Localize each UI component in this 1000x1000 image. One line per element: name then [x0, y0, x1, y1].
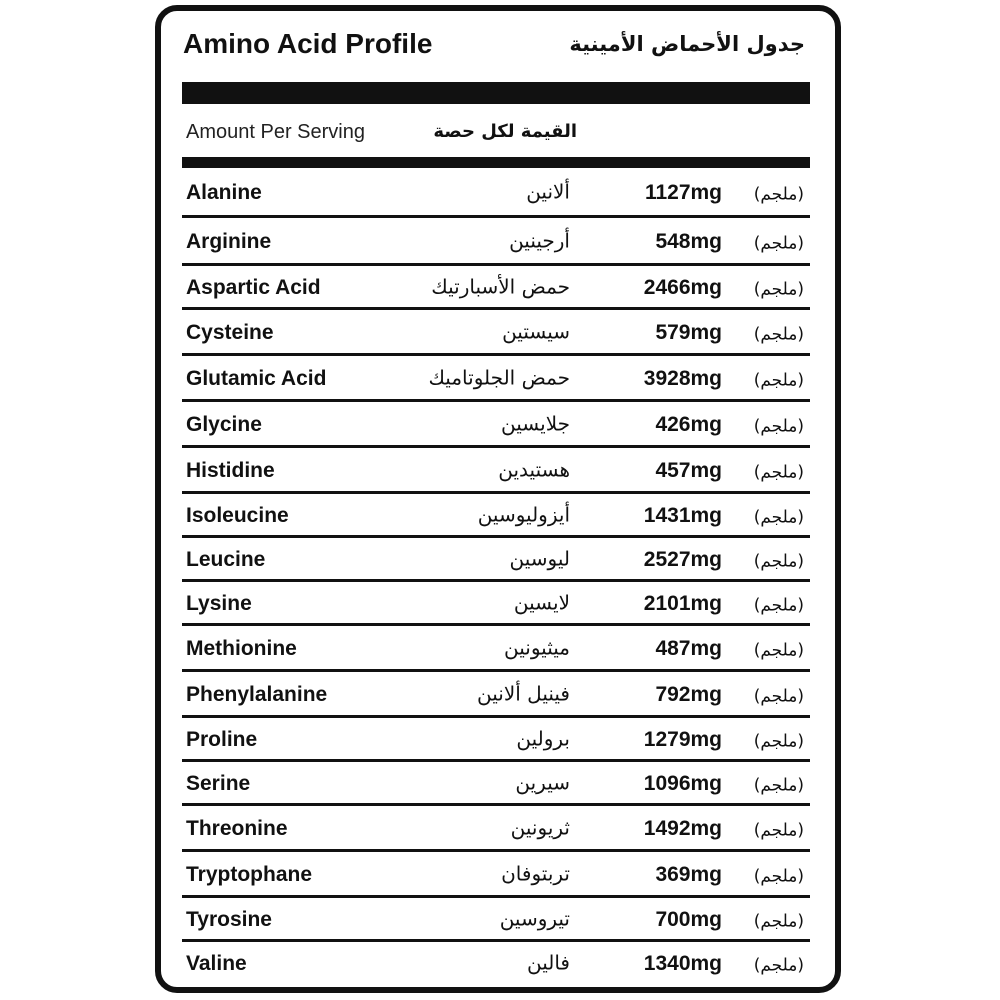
- amino-acid-amount: 579mg: [655, 321, 722, 344]
- unit-label-arabic: (ملجم): [753, 507, 804, 528]
- amino-acid-name-english: Tyrosine: [186, 908, 272, 931]
- unit-label-arabic: (ملجم): [753, 462, 804, 483]
- unit-label-arabic: (ملجم): [753, 184, 804, 205]
- amino-acid-amount: 426mg: [655, 413, 722, 436]
- unit-label-arabic: (ملجم): [753, 955, 804, 976]
- amino-acid-name-english: Leucine: [186, 548, 266, 571]
- amino-acid-name-english: Cysteine: [186, 321, 274, 344]
- amino-acid-name-arabic: تيروسين: [499, 906, 570, 931]
- amino-acid-name-english: Alanine: [186, 181, 262, 204]
- unit-label-arabic: (ملجم): [753, 911, 804, 932]
- amino-acid-name-arabic: أرجينين: [509, 228, 570, 253]
- amino-acid-amount: 2101mg: [643, 592, 722, 615]
- unit-label-arabic: (ملجم): [753, 775, 804, 796]
- title-english: Amino Acid Profile: [183, 28, 433, 59]
- amino-acid-name-english: Isoleucine: [186, 504, 289, 527]
- amino-acid-name-arabic: ميثيونين: [504, 635, 570, 660]
- amino-acid-name-english: Lysine: [186, 592, 252, 615]
- title-arabic: جدول الأحماض الأمينية: [569, 32, 805, 56]
- unit-label-arabic: (ملجم): [753, 233, 804, 254]
- table-row: [182, 898, 810, 942]
- amino-acid-amount: 3928mg: [643, 367, 722, 390]
- table-row: [182, 718, 810, 762]
- amino-acid-name-english: Serine: [186, 772, 251, 795]
- amino-acid-table: [182, 168, 810, 986]
- unit-label-arabic: (ملجم): [753, 324, 804, 345]
- amino-acid-name-arabic: جلايسين: [501, 411, 570, 436]
- amino-acid-amount: 1279mg: [643, 728, 722, 751]
- unit-label-arabic: (ملجم): [753, 866, 804, 887]
- amino-acid-name-arabic: حمض الأسبارتيك: [431, 274, 570, 299]
- table-row: [182, 852, 810, 898]
- table-row: [182, 762, 810, 806]
- unit-label-arabic: (ملجم): [753, 820, 804, 841]
- amino-acid-amount: 487mg: [655, 637, 722, 660]
- amino-acid-name-arabic: سيستين: [502, 319, 570, 344]
- amino-acid-amount: 1096mg: [643, 772, 722, 795]
- table-row: [182, 672, 810, 718]
- table-row: [182, 448, 810, 494]
- amino-acid-name-english: Arginine: [186, 230, 272, 253]
- amino-acid-name-arabic: ثريونين: [510, 815, 570, 840]
- table-row: [182, 356, 810, 402]
- amino-acid-name-arabic: فينيل ألانين: [477, 681, 570, 706]
- amino-acid-name-arabic: برولين: [516, 726, 570, 751]
- amino-acid-amount: 1492mg: [643, 817, 722, 840]
- amino-acid-name-arabic: لايسين: [513, 590, 570, 615]
- unit-label-arabic: (ملجم): [753, 279, 804, 300]
- amino-acid-name-arabic: ألانين: [526, 179, 570, 204]
- amino-acid-name-arabic: حمض الجلوتاميك: [428, 365, 570, 390]
- amount-per-serving-arabic: القيمة لكل حصة: [433, 121, 577, 142]
- table-row: [182, 310, 810, 356]
- header-divider-medium: [182, 157, 810, 168]
- unit-label-arabic: (ملجم): [753, 640, 804, 661]
- table-row: [182, 494, 810, 538]
- amino-acid-name-arabic: ليوسين: [509, 546, 570, 571]
- table-row: [182, 626, 810, 672]
- table-row: [182, 168, 810, 218]
- table-row: [182, 806, 810, 852]
- amino-acid-name-arabic: هستيدين: [498, 457, 570, 482]
- amino-acid-name-english: Tryptophane: [186, 863, 313, 886]
- table-row: [182, 538, 810, 582]
- amino-acid-name-arabic: أيزوليوسين: [477, 502, 570, 527]
- amino-acid-amount: 369mg: [655, 863, 722, 886]
- table-row: [182, 942, 810, 986]
- amino-acid-name-english: Methionine: [186, 637, 297, 660]
- amino-acid-name-english: Histidine: [186, 459, 275, 482]
- amino-acid-amount: 1127mg: [644, 181, 722, 204]
- unit-label-arabic: (ملجم): [753, 731, 804, 752]
- amino-acid-name-english: Aspartic Acid: [186, 276, 321, 299]
- header-divider-thick: [182, 82, 810, 104]
- unit-label-arabic: (ملجم): [753, 551, 804, 572]
- amino-acid-amount: 792mg: [655, 683, 722, 706]
- amino-acid-amount: 700mg: [655, 908, 722, 931]
- amino-acid-amount: 2527mg: [643, 548, 722, 571]
- amino-acid-amount: 457mg: [655, 459, 722, 482]
- amino-acid-amount: 1340mg: [643, 952, 722, 975]
- table-row: [182, 402, 810, 448]
- amino-acid-amount: 2466mg: [643, 276, 722, 299]
- unit-label-arabic: (ملجم): [753, 370, 804, 391]
- unit-label-arabic: (ملجم): [753, 686, 804, 707]
- amino-acid-amount: 1431mg: [643, 504, 722, 527]
- unit-label-arabic: (ملجم): [753, 595, 804, 616]
- amino-acid-amount: 548mg: [655, 230, 722, 253]
- amount-per-serving-english: Amount Per Serving: [186, 121, 365, 143]
- amino-acid-name-arabic: سيرين: [515, 770, 570, 795]
- amino-acid-name-english: Glutamic Acid: [186, 367, 327, 390]
- amino-acid-name-english: Valine: [186, 952, 247, 975]
- table-row: [182, 266, 810, 310]
- amino-acid-name-english: Glycine: [186, 413, 262, 436]
- amino-acid-name-english: Threonine: [186, 817, 288, 840]
- unit-label-arabic: (ملجم): [753, 416, 804, 437]
- amino-acid-name-arabic: تربتوفان: [501, 861, 570, 886]
- amino-acid-name-english: Phenylalanine: [186, 683, 328, 706]
- table-row: [182, 218, 810, 266]
- amino-acid-name-english: Proline: [186, 728, 258, 751]
- amino-acid-name-arabic: فالين: [526, 950, 570, 975]
- table-row: [182, 582, 810, 626]
